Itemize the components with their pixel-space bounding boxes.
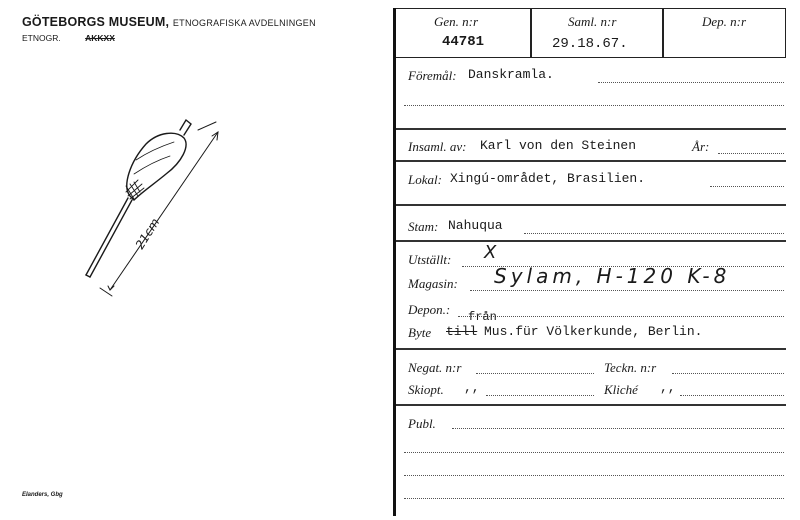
kliche-value: ,,	[660, 380, 676, 395]
negat-label: Negat. n:r	[408, 360, 462, 375]
skiopt-value: ,,	[464, 380, 480, 395]
stam-label: Stam:	[408, 219, 439, 234]
utstallt-label: Utställt:	[408, 252, 452, 267]
section-rule	[396, 128, 786, 130]
museum-header	[22, 15, 316, 29]
fran-value: från	[468, 310, 497, 324]
utstallt-value: X	[484, 242, 501, 263]
insaml-value: Karl von den Steinen	[480, 138, 637, 153]
dotted-line	[672, 373, 784, 374]
museum-name: GÖTEBORGS MUSEUM,	[22, 15, 170, 29]
dotted-line	[476, 373, 594, 374]
dotted-line	[452, 428, 784, 429]
dotted-line	[486, 395, 594, 396]
foremal-value: Danskramla.	[468, 67, 554, 82]
printer-mark: Elanders, Gbg	[22, 492, 63, 498]
saml-label: Saml. n:r	[568, 14, 617, 29]
dotted-line	[404, 475, 784, 476]
depon-label: Depon.:	[408, 302, 451, 317]
foremal-label: Föremål:	[408, 68, 457, 83]
dotted-line	[524, 233, 784, 234]
scale-label: 21cm	[132, 215, 163, 252]
insaml-label: Insaml. av:	[408, 139, 467, 154]
dotted-line	[710, 186, 784, 187]
publ-label: Publ.	[408, 416, 436, 431]
lokal-value: Xingú-området, Brasilien.	[450, 171, 646, 186]
department-code-line	[22, 33, 115, 43]
kliche-label: Kliché	[604, 382, 638, 397]
magasin-value: Sylam, H-120 K-8	[494, 264, 731, 288]
struck-code: AKKXX	[85, 33, 115, 43]
byte-label: Byte	[408, 325, 432, 340]
dotted-line	[404, 452, 784, 453]
ar-label: År:	[692, 139, 710, 154]
rattle-sketch	[70, 100, 250, 310]
teckn-label: Teckn. n:r	[604, 360, 657, 375]
dotted-line	[680, 395, 784, 396]
dotted-line	[470, 290, 784, 291]
byte-struck: till	[446, 324, 478, 339]
stam-value: Nahuqua	[448, 218, 503, 233]
department-code: ETNOGR.	[22, 33, 61, 43]
dep-label: Dep. n:r	[702, 14, 747, 29]
saml-value: 29.18.67.	[552, 36, 628, 52]
section-rule	[396, 160, 786, 162]
number-box-separator	[530, 8, 532, 58]
number-box-separator	[662, 8, 664, 58]
dotted-line	[598, 82, 784, 83]
card-divider	[393, 8, 396, 516]
dotted-line	[404, 498, 784, 499]
section-rule	[396, 348, 786, 350]
section-rule	[396, 240, 786, 242]
gen-value: 44781	[442, 34, 485, 50]
dotted-line	[718, 153, 784, 154]
dotted-line	[404, 105, 784, 106]
byte-value: Mus.für Völkerkunde, Berlin.	[484, 324, 703, 339]
section-rule	[396, 204, 786, 206]
magasin-label: Magasin:	[408, 276, 458, 291]
section-rule	[396, 404, 786, 406]
department-name: ETNOGRAFISKA AVDELNINGEN	[172, 18, 316, 28]
skiopt-label: Skiopt.	[408, 382, 444, 397]
gen-label: Gen. n:r	[434, 14, 479, 29]
dotted-line	[458, 316, 784, 317]
lokal-label: Lokal:	[408, 172, 442, 187]
